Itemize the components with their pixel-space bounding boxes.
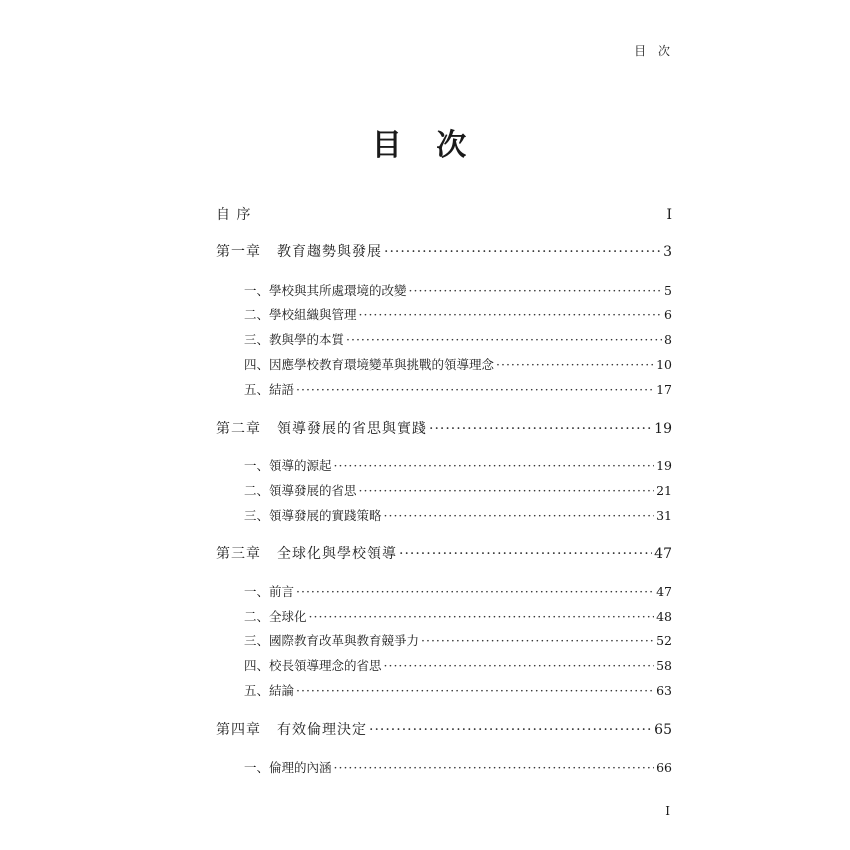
toc-section: [216, 583, 672, 601]
section-page: 31: [656, 508, 672, 523]
section-label: 一、前言: [244, 584, 295, 599]
section-page: 5: [664, 283, 672, 298]
dot-leader: [346, 331, 662, 349]
toc-section: [216, 657, 672, 675]
chapter-number: 第三章: [216, 546, 261, 562]
toc-section: [216, 682, 672, 700]
toc-chapter-1: [216, 243, 672, 261]
toc-preface-page: I: [666, 207, 672, 223]
section-page: 8: [664, 332, 672, 347]
dot-leader: [409, 282, 663, 300]
chapter-title: 教育趨勢與發展: [277, 244, 382, 260]
section-label: 五、結語: [244, 382, 295, 397]
dot-leader: [384, 243, 661, 261]
dot-leader: [296, 583, 654, 601]
section-page: 52: [656, 633, 672, 648]
dot-leader: [334, 457, 655, 475]
toc-preface-label: 自 序: [216, 207, 252, 223]
toc-section: [216, 282, 672, 300]
toc-section: [216, 482, 672, 500]
dot-leader: [359, 306, 663, 324]
chapter-number: 第二章: [216, 421, 261, 437]
page-title: 目 次: [371, 128, 479, 163]
section-page: 48: [656, 609, 672, 624]
section-label: 三、國際教育改革與教育競爭力: [244, 633, 420, 648]
chapter-page: 47: [654, 546, 672, 562]
section-label: 二、全球化: [244, 609, 307, 624]
section-label: 三、領導發展的實踐策略: [244, 508, 382, 523]
section-label: 五、結論: [244, 683, 295, 698]
chapter-title: 全球化與學校領導: [277, 546, 397, 562]
toc-section: [216, 356, 672, 374]
section-label: 二、領導發展的省思: [244, 483, 357, 498]
dot-leader: [384, 507, 655, 525]
toc-chapter-4: [216, 721, 672, 739]
dot-leader: [369, 721, 652, 739]
toc-section: [216, 331, 672, 349]
section-page: 47: [656, 584, 672, 599]
toc-section: [216, 306, 672, 324]
toc-chapter-2: [216, 420, 672, 438]
section-page: 21: [656, 483, 672, 498]
dot-leader: [399, 545, 652, 563]
chapter-page: 19: [654, 421, 672, 437]
section-label: 三、教與學的本質: [244, 332, 345, 347]
chapter-page: 65: [654, 722, 672, 738]
section-page: 66: [656, 760, 672, 775]
dot-leader: [309, 608, 655, 626]
section-label: 二、學校組織與管理: [244, 307, 357, 322]
chapter-number: 第一章: [216, 244, 261, 260]
dot-leader: [296, 381, 654, 399]
page-number: I: [665, 804, 670, 818]
section-page: 19: [656, 458, 672, 473]
toc-section: [216, 457, 672, 475]
dot-leader: [334, 759, 655, 777]
chapter-title: 有效倫理決定: [277, 722, 367, 738]
toc-section: [216, 507, 672, 525]
chapter-page: 3: [663, 244, 672, 260]
section-page: 63: [656, 683, 672, 698]
dot-leader: [496, 356, 654, 374]
toc-section: [216, 381, 672, 399]
toc-section: [216, 632, 672, 650]
dot-leader: [429, 420, 652, 438]
dot-leader: [384, 657, 655, 675]
dot-leader: [296, 682, 654, 700]
section-label: 四、校長領導理念的省思: [244, 658, 382, 673]
section-page: 6: [664, 307, 672, 322]
section-label: 一、領導的源起: [244, 458, 332, 473]
section-label: 一、倫理的內涵: [244, 760, 332, 775]
running-head: 目 次: [634, 44, 674, 58]
chapter-number: 第四章: [216, 722, 261, 738]
toc-chapter-3: [216, 545, 672, 563]
toc-preface: [216, 206, 672, 224]
toc-section: [216, 759, 672, 777]
section-page: 17: [656, 382, 672, 397]
section-label: 四、因應學校教育環境變革與挑戰的領導理念: [244, 357, 495, 372]
toc-section: [216, 608, 672, 626]
section-label: 一、學校與其所處環境的改變: [244, 283, 407, 298]
dot-leader: [421, 632, 654, 650]
dot-leader: [359, 482, 655, 500]
chapter-title: 領導發展的省思與實踐: [277, 421, 427, 437]
section-page: 58: [656, 658, 672, 673]
section-page: 10: [656, 357, 672, 372]
